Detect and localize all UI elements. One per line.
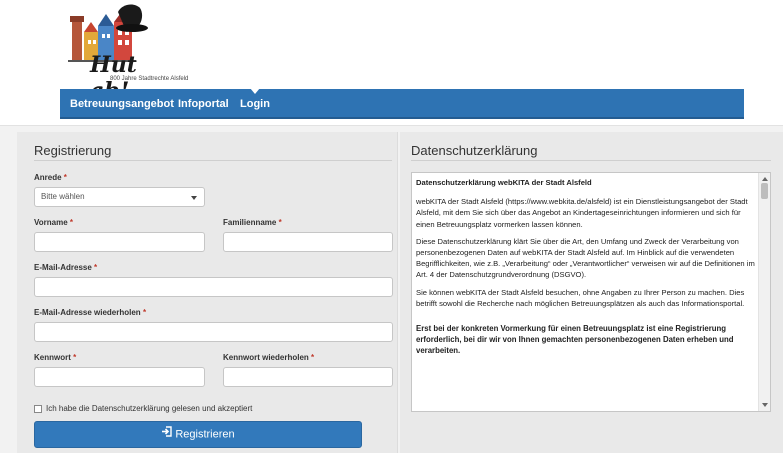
password-repeat-input[interactable] [223,367,393,387]
nav-betreuungsangebot[interactable]: Betreuungsangebot [70,98,174,110]
privacy-paragraph-1: webKITA der Stadt Alsfeld (https://www.webkita.de/alsfeld) ist ein Dienstleistungsangebot der Stadt Alsfeld, mit dem Sie sich über das Angebot an Kindertageseinrichtungen informieren und sich für einen Betreuungsplatz vormerken lassen können. [416,197,748,229]
registration-title: Registrierung [34,143,112,158]
firstname-input[interactable] [34,232,205,252]
privacy-paragraph-2: Diese Datenschutzerklärung klärt Sie über die Art, den Umfang und Zweck der Verarbeitung von personenbezogenen Daten auf webKITA der Stadt Alsfeld auf. Im Hinblick auf die verwendeten Begrifflichkeiten, wie z.B. „Verarbeitung“ oder „Verantwortlicher“ verweisen wir auf die Definitionen im Art. 4 der Datenschutzgrundverordnung (DSGVO). [416,236,755,280]
logo-title: Hut [90,52,137,78]
password-label-text: Kennwort [34,353,71,362]
email-repeat-label-text: E-Mail-Adresse wiederholen [34,308,141,317]
lastname-input[interactable] [223,232,393,252]
email-repeat-label [34,308,146,317]
salutation-label [34,173,67,182]
nav-infoportal[interactable]: Infoportal [178,98,229,110]
nav-login[interactable]: Login [240,89,270,119]
scroll-down-icon[interactable] [762,403,768,407]
email-input[interactable] [34,277,393,297]
required-mark: * [73,353,77,362]
firstname-label [34,218,73,227]
password-input[interactable] [34,367,205,387]
privacy-accept-checkbox[interactable] [34,405,42,413]
privacy-title-divider [411,160,771,161]
required-mark: * [69,218,73,227]
privacy-title: Datenschutzerklärung [411,143,538,158]
password-label [34,353,76,362]
register-button-label: Registrieren [175,428,235,441]
required-mark: * [311,353,315,362]
chevron-down-icon [191,196,197,200]
sign-in-icon [161,422,172,447]
privacy-accept-label[interactable]: Ich habe die Datenschutzerklärung gelesen und akzeptiert [46,404,253,413]
email-repeat-input[interactable] [34,322,393,342]
site-header [0,0,783,126]
required-mark: * [142,308,147,317]
salutation-select-value: Bitte wählen [41,192,85,201]
registration-title-divider [34,160,392,161]
password-repeat-label-text: Kennwort wiederholen [223,353,309,362]
privacy-text-content [416,177,756,363]
privacy-paragraph-4: Erst bei der konkreten Vormerkung für einen Betreuungsplatz ist eine Registrierung erforderlich, bei dir wir von Ihnen gemachten personenbezogenen Daten erheben und verarbeiten. [416,324,734,356]
salutation-label-text: Anrede [34,173,62,182]
register-button[interactable] [34,421,362,448]
required-mark: * [63,173,67,182]
privacy-text-box[interactable] [411,172,771,412]
email-label-text: E-Mail-Adresse [34,263,92,272]
email-label [34,263,97,272]
scroll-up-icon[interactable] [762,177,768,181]
required-mark: * [94,263,98,272]
required-mark: * [278,218,282,227]
lastname-label-text: Familienname [223,218,277,227]
salutation-select[interactable] [34,187,205,207]
firstname-label-text: Vorname [34,218,68,227]
privacy-paragraph-3: Sie können webKITA der Stadt Alsfeld besuchen, ohne Angaben zu Ihrer Person zu machen. Dies betrifft sowohl die Recherche nach möglichen Betreuungsplätzen als auch das Informationsportal. [416,287,745,308]
lastname-label [223,218,282,227]
password-repeat-label [223,353,314,362]
main-navbar [60,89,744,119]
privacy-scrollbar[interactable] [758,173,770,411]
logo-subtitle: 800 Jahre Stadtrechte Alsfeld [110,76,189,82]
privacy-heading: Datenschutzerklärung webKITA der Stadt Alsfeld [416,178,592,187]
scroll-thumb[interactable] [761,183,768,199]
